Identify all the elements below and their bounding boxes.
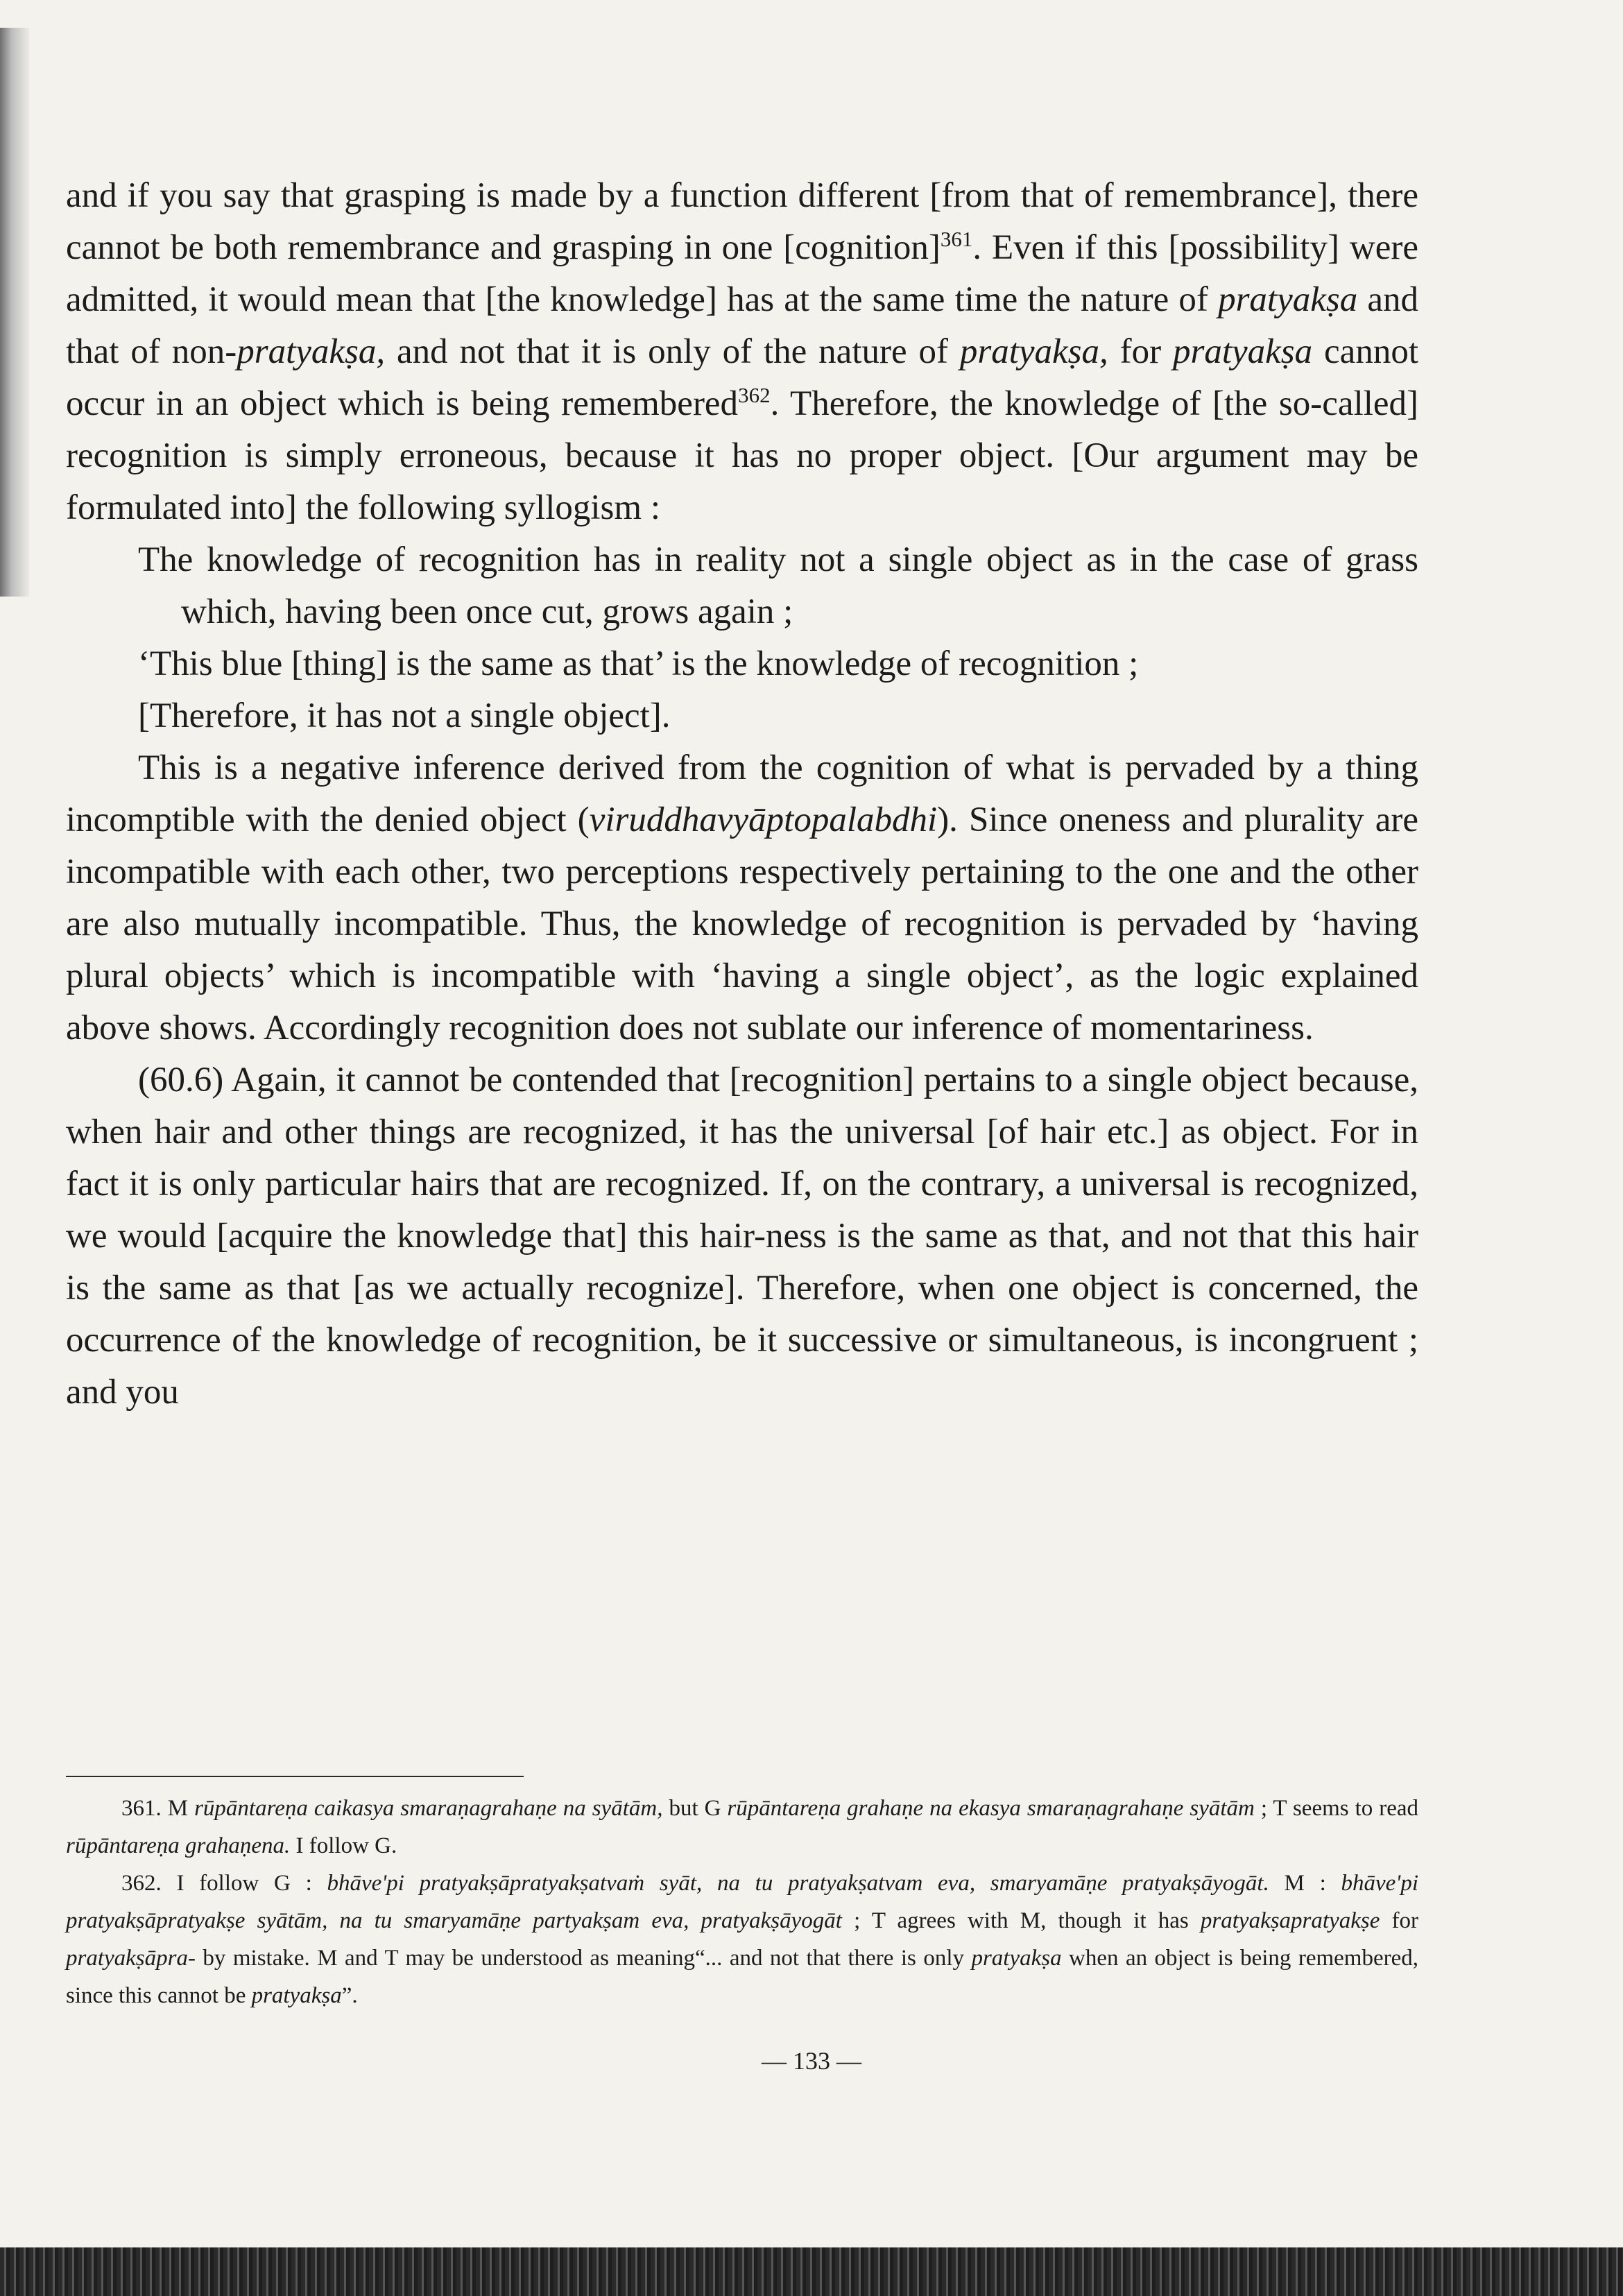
scan-shadow-bottom [0,2247,1623,2296]
main-text [66,170,1418,1419]
scan-shadow-left [0,28,29,597]
footnote-362: 362. I follow G : bhāve'pi pratyakṣāpratyakṣatvaṁ syāt, na tu pratyakṣatvam eva, smaryamāṇe pratyakṣāyogāt. M : bhāve'pi pratyakṣāpratyakṣe syātām, na tu smaryamāṇe partyakṣam eva, pratyakṣāyogāt ; T agrees with M, though it has pratyakṣapratyakṣe for pratyakṣāpra- by mistake. M and T may be understood as meaning“... and not that there is only pratyakṣa when an object is being remembered, since this cannot be pratyakṣa”. [66,1871,1419,2008]
footnote-number: 362. [121,1871,162,1896]
footnote-ref-362[interactable]: 362 [738,383,771,407]
syllogism-conclusion: [Therefore, it has not a single object]. [138,696,671,735]
footnote-separator [66,1776,524,1777]
syllogism-premise-2: ‘This blue [thing] is the same as that’ is the knowledge of recognition ; [138,644,1139,683]
footnote-ref-361[interactable]: 361 [940,227,973,251]
page-number: — 133 — [762,2047,861,2075]
footnote-number: 361. [121,1796,162,1821]
paragraph-3: (60.6) Again, it cannot be contended that [recognition] pertains to a single object because, when hair and other things are recognized, it has the universal [of hair etc.] as object. For in fact it is only particular hairs that are recognized. If, on the contrary, a universal is recognized, we would [acquire the knowledge that] this hair-ness is the same as that, and not that this hair is the same as that [as we actually recognize]. Therefore, when one object is concerned, the occurrence of the knowledge of recognition, be it successive or simultaneous, is incongruent ; and you [66,1061,1418,1412]
paragraph-1: and if you say that grasping is made by a function different [from that of remembrance], there cannot be both remembrance and grasping in one [cognition]$^{361}$. Even if this [possibility] were admitted, it would mean that [the knowledge] has at the same time the nature of pratyakṣa and that of non-pratyakṣa, and not that it is only of the nature of pratyakṣa, for pratyakṣa cannot occur in an object which is being remembered$^{362}$. Therefore, the knowledge of [the so-called] recognition is simply erroneous, because it has no proper object. [Our argument may be formulated into] the following syllogism : [66,176,1418,527]
footnotes [66,1790,1418,2014]
syllogism-premise-1: The knowledge of recognition has in reality not a single object as in the case of grass which, having been once cut, grows again ; [138,540,1418,631]
paragraph-2: This is a negative inference derived from the cognition of what is pervaded by a thing incomptible with the denied object (viruddhavyāptopalabdhi). Since oneness and plurality are incompatible with each other, two perceptions respectively pertaining to the one and the other are also mutually incompatible. Thus, the knowledge of recognition is pervaded by ‘having plural objects’ which is incompatible with ‘having a single object’, as the logic explained above shows. Accordingly recognition does not sublate our inference of momentariness. [66,748,1418,1047]
footnote-361: 361. M rūpāntareṇa caikasya smaraṇagrahaṇe na syātām, but G rūpāntareṇa grahaṇe na ekasya smaraṇagrahaṇe syātām ; T seems to read rūpāntareṇa grahaṇena. I follow G. [66,1796,1419,1858]
